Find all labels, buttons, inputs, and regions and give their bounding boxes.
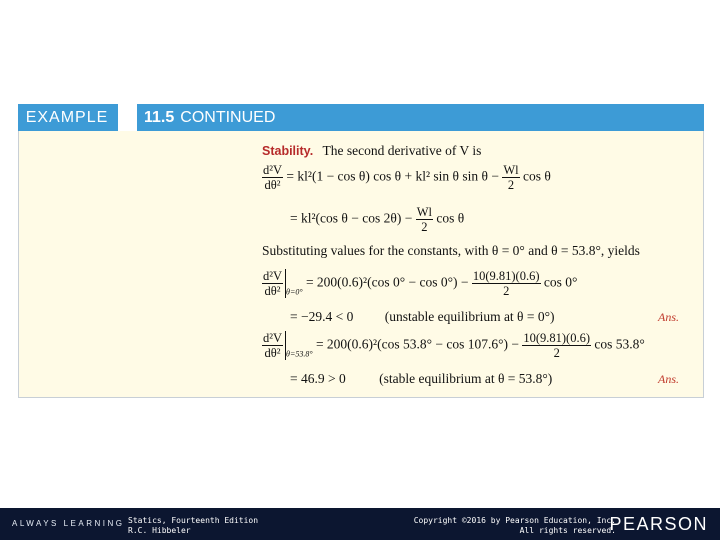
- example-banner: [18, 104, 704, 131]
- rights-line: All rights reserved.: [519, 526, 616, 535]
- continued-label: CONTINUED: [180, 109, 276, 126]
- footer-bar: [0, 508, 720, 540]
- case2-evaluated-derivative: $\frac{\text{d²V}}{\text{dθ²}}$: [262, 331, 286, 360]
- case1-condition: θ=0°: [286, 287, 303, 297]
- intro-text: The second derivative of V is: [322, 143, 482, 158]
- equation-2: [290, 205, 464, 234]
- eq2-fraction: $\frac{Wl}{2}$: [416, 205, 432, 234]
- example-label: EXAMPLE: [25, 109, 109, 126]
- book-info: [128, 516, 258, 536]
- eq2-left: = kl²(cos θ − cos 2θ) −: [290, 210, 413, 226]
- stability-heading: [262, 143, 481, 159]
- case1-result: = −29.4 < 0: [290, 309, 354, 324]
- case2-result: = 46.9 > 0: [290, 371, 346, 386]
- case1-right: cos 0°: [543, 274, 578, 290]
- eq2-right: cos θ: [436, 210, 465, 226]
- case2-left: = 200(0.6)²(cos 53.8° − cos 107.6°) −: [315, 336, 519, 352]
- case2-note: (stable equilibrium at θ = 53.8°): [379, 371, 553, 386]
- case2-condition: θ=53.8°: [286, 349, 313, 359]
- book-title: Statics, Fourteenth Edition: [128, 516, 259, 525]
- case1-left: = 200(0.6)²(cos 0° − cos 0°) −: [305, 274, 469, 290]
- copyright-line: Copyright ©2016 by Pearson Education, Inc.: [413, 516, 616, 525]
- case1-result-line: [290, 309, 555, 325]
- second-derivative-fraction: $\frac{\text{d²V}}{\text{dθ²}}$: [263, 163, 283, 192]
- eq1-right: cos θ: [522, 168, 551, 184]
- case1-answer-tag: Ans.: [658, 310, 679, 324]
- case1-fraction: $\frac{10(9.81)(0.6)}{2}$: [472, 269, 540, 298]
- book-author: R.C. Hibbeler: [128, 526, 191, 535]
- case1-evaluated-derivative: $\frac{\text{d²V}}{\text{dθ²}}$: [262, 269, 286, 298]
- copyright-info: [414, 516, 616, 536]
- stability-label: Stability.: [262, 144, 314, 158]
- example-number: 11.5: [144, 109, 175, 126]
- case2-answer-tag: Ans.: [658, 372, 679, 386]
- pearson-logo: PEARSON: [609, 514, 708, 534]
- case2-result-line: [290, 371, 552, 387]
- case2-fraction: $\frac{10(9.81)(0.6)}{2}$: [523, 331, 591, 360]
- case2-right: cos 53.8°: [594, 336, 645, 352]
- always-learning-tagline: ALWAYS LEARNING: [12, 519, 125, 528]
- eq1-fraction: $\frac{Wl}{2}$: [503, 163, 519, 192]
- case1-note: (unstable equilibrium at θ = 0°): [384, 309, 555, 324]
- banner-separator: [118, 104, 137, 131]
- equation-1: [262, 163, 551, 192]
- case1-equation: [262, 269, 577, 298]
- eq1-left: = kl²(1 − cos θ) cos θ + kl² sin θ sin θ −: [286, 168, 499, 184]
- case2-equation: [262, 331, 645, 360]
- example-title: [144, 104, 275, 131]
- substitution-text: Substituting values for the constants, with θ = 0° and θ = 53.8°, yields: [262, 243, 640, 258]
